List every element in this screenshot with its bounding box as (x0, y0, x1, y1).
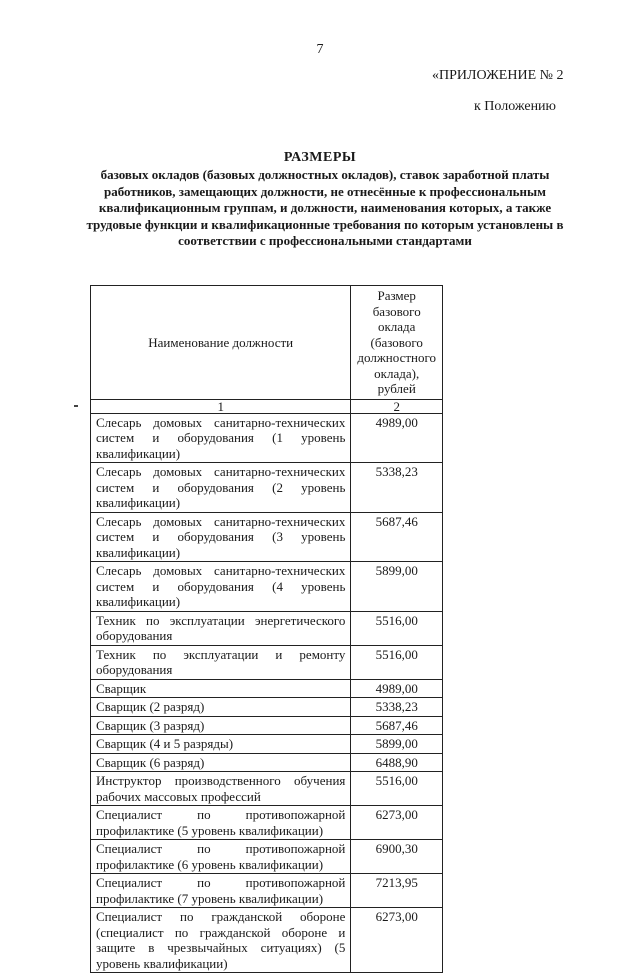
position-name-cell: Слесарь домовых санитарно-технических систем и оборудования (1 уровень квалификации) (91, 413, 351, 463)
table-row (91, 611, 443, 645)
position-name-cell: Сварщик (4 и 5 разряды) (91, 735, 351, 754)
salary-cell: 5687,46 (351, 512, 443, 562)
position-name-cell: Специалист по противопожарной профилактике (5 уровень квалификации) (91, 806, 351, 840)
salary-cell: 5899,00 (351, 562, 443, 612)
page-number: 7 (316, 42, 324, 57)
table-row (91, 753, 443, 772)
column-number-2: 2 (351, 399, 443, 413)
table-body (91, 413, 443, 973)
document-title: РАЗМЕРЫ (283, 150, 357, 165)
salary-cell: 6900,30 (351, 840, 443, 874)
table-row (91, 806, 443, 840)
table-row (91, 735, 443, 754)
position-name-cell: Специалист по противопожарной профилактике (6 уровень квалификации) (91, 840, 351, 874)
table-row (91, 840, 443, 874)
column-number-row (91, 399, 443, 413)
table-row (91, 874, 443, 908)
salary-cell: 4989,00 (351, 679, 443, 698)
position-name-cell: Слесарь домовых санитарно-технических систем и оборудования (3 уровень квалификации) (91, 512, 351, 562)
salary-cell: 6488,90 (351, 753, 443, 772)
salary-cell: 6273,00 (351, 908, 443, 973)
salary-cell: 5687,46 (351, 716, 443, 735)
table-row (91, 772, 443, 806)
column-header-name: Наименование должности (91, 286, 351, 400)
position-name-cell: Сварщик (3 разряд) (91, 716, 351, 735)
salary-cell: 7213,95 (351, 874, 443, 908)
position-name-cell: Слесарь домовых санитарно-технических систем и оборудования (4 уровень квалификации) (91, 562, 351, 612)
position-name-cell: Специалист по противопожарной профилактике (7 уровень квалификации) (91, 874, 351, 908)
salary-cell: 5516,00 (351, 611, 443, 645)
scan-mark (74, 405, 78, 407)
salary-cell: 5516,00 (351, 772, 443, 806)
appendix-subtitle: к Положению (474, 99, 557, 114)
salary-cell: 5899,00 (351, 735, 443, 754)
column-header-salary: Размер базового оклада (базового должностного оклада), рублей (351, 286, 443, 400)
position-name-cell: Техник по эксплуатации и ремонту оборудования (91, 645, 351, 679)
salary-cell: 5338,23 (351, 463, 443, 513)
document-subtitle: базовых окладов (базовых должностных окладов), ставок заработной платы работников, замещающих должности, не отнесённые к профессиональным квалификационным группам, и должности, наименования которых, а также трудовые функции и квалификационные требования по которым установлены в соответствии с профессиональными стандартами (86, 167, 564, 248)
position-name-cell: Сварщик (2 разряд) (91, 698, 351, 717)
salary-cell: 6273,00 (351, 806, 443, 840)
position-name-cell: Инструктор производственного обучения рабочих массовых профессий (91, 772, 351, 806)
table-row (91, 413, 443, 463)
table-row (91, 698, 443, 717)
table-row (91, 679, 443, 698)
position-name-cell: Слесарь домовых санитарно-технических систем и оборудования (2 уровень квалификации) (91, 463, 351, 513)
appendix-title: «ПРИЛОЖЕНИЕ № 2 (432, 68, 564, 83)
table-row (91, 908, 443, 973)
table-row (91, 562, 443, 612)
salary-cell: 4989,00 (351, 413, 443, 463)
table-row (91, 463, 443, 513)
position-name-cell: Сварщик (6 разряд) (91, 753, 351, 772)
position-name-cell: Специалист по гражданской обороне (специалист по гражданской обороне и защите в чрезвычайных ситуациях) (5 уровень квалификации) (91, 908, 351, 973)
salary-cell: 5338,23 (351, 698, 443, 717)
table-row (91, 512, 443, 562)
position-name-cell: Сварщик (91, 679, 351, 698)
column-number-1: 1 (91, 399, 351, 413)
table-row (91, 645, 443, 679)
salary-table (90, 285, 443, 973)
salary-cell: 5516,00 (351, 645, 443, 679)
position-name-cell: Техник по эксплуатации энергетического оборудования (91, 611, 351, 645)
table-header-row (91, 286, 443, 400)
table-row (91, 716, 443, 735)
